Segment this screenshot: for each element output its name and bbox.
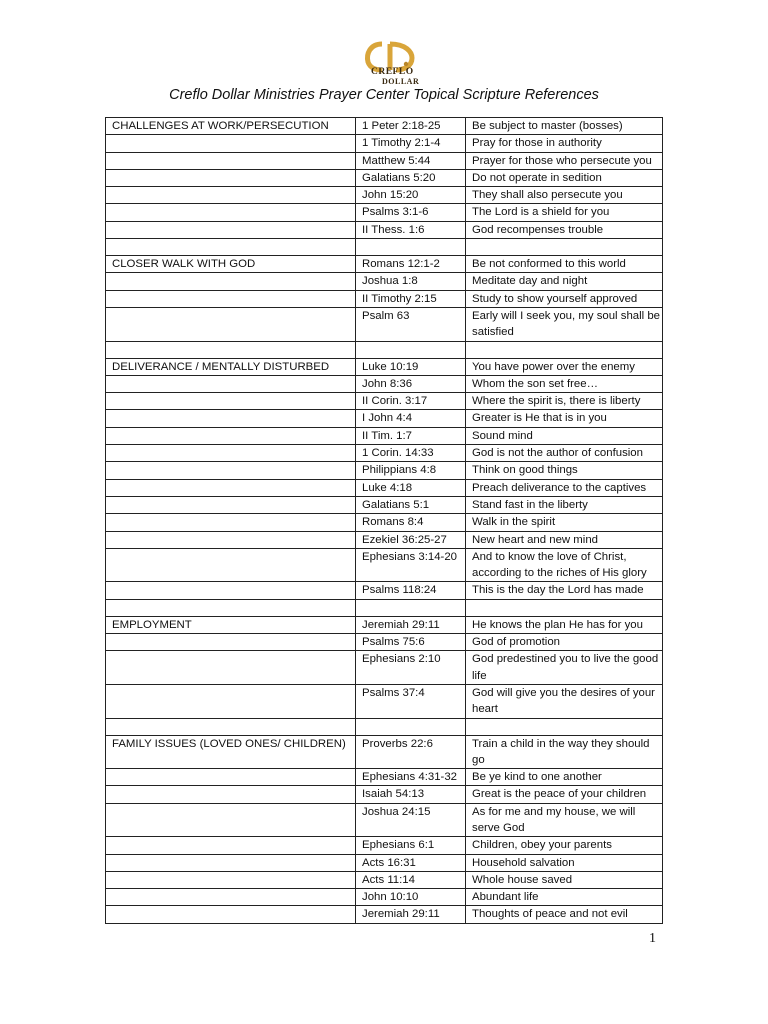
- empty-cell: [466, 341, 663, 358]
- topic-cell: FAMILY ISSUES (LOVED ONES/ CHILDREN): [106, 735, 356, 769]
- description-cell: They shall also persecute you: [466, 187, 663, 204]
- description-cell: God recompenses trouble: [466, 221, 663, 238]
- description-cell: Preach deliverance to the captives: [466, 479, 663, 496]
- scripture-table-body: [106, 118, 663, 924]
- reference-cell: II Thess. 1:6: [356, 221, 466, 238]
- description-cell: This is the day the Lord has made: [466, 582, 663, 599]
- topic-cell: [106, 514, 356, 531]
- page-title: Creflo Dollar Ministries Prayer Center Topical Scripture References: [169, 87, 599, 103]
- reference-cell: Psalms 37:4: [356, 684, 466, 718]
- description-cell: Do not operate in sedition: [466, 169, 663, 186]
- description-cell: Prayer for those who persecute you: [466, 152, 663, 169]
- empty-cell: [356, 341, 466, 358]
- topic-cell: [106, 786, 356, 803]
- table-row: [106, 634, 663, 651]
- table-row: [106, 889, 663, 906]
- description-cell: Think on good things: [466, 462, 663, 479]
- table-row: [106, 684, 663, 718]
- description-cell: You have power over the enemy: [466, 358, 663, 375]
- reference-cell: Galatians 5:20: [356, 169, 466, 186]
- topic-cell: [106, 445, 356, 462]
- table-row: [106, 582, 663, 599]
- table-row: [106, 358, 663, 375]
- topic-cell: [106, 204, 356, 221]
- topic-cell: [106, 479, 356, 496]
- reference-cell: Isaiah 54:13: [356, 786, 466, 803]
- reference-cell: Jeremiah 29:11: [356, 616, 466, 633]
- table-row: [106, 445, 663, 462]
- reference-cell: II Tim. 1:7: [356, 427, 466, 444]
- reference-cell: Ephesians 2:10: [356, 651, 466, 685]
- table-row: [106, 307, 663, 341]
- table-row: [106, 769, 663, 786]
- reference-cell: Philippians 4:8: [356, 462, 466, 479]
- reference-cell: Ezekiel 36:25-27: [356, 531, 466, 548]
- reference-cell: Ephesians 4:31-32: [356, 769, 466, 786]
- description-cell: Abundant life: [466, 889, 663, 906]
- reference-cell: Romans 8:4: [356, 514, 466, 531]
- topic-cell: [106, 375, 356, 392]
- reference-cell: Psalms 118:24: [356, 582, 466, 599]
- table-row: [106, 221, 663, 238]
- table-row: [106, 256, 663, 273]
- topic-cell: [106, 548, 356, 582]
- table-row: [106, 651, 663, 685]
- description-cell: And to know the love of Christ, according to the riches of His glory: [466, 548, 663, 582]
- reference-cell: Acts 11:14: [356, 871, 466, 888]
- empty-cell: [356, 239, 466, 256]
- page-number: 1: [649, 931, 656, 946]
- topic-cell: [106, 169, 356, 186]
- topic-cell: [106, 187, 356, 204]
- reference-cell: Romans 12:1-2: [356, 256, 466, 273]
- empty-cell: [356, 718, 466, 735]
- reference-cell: Joshua 1:8: [356, 273, 466, 290]
- reference-cell: Ephesians 6:1: [356, 837, 466, 854]
- description-cell: God of promotion: [466, 634, 663, 651]
- topic-cell: CHALLENGES AT WORK/PERSECUTION: [106, 118, 356, 135]
- empty-cell: [106, 599, 356, 616]
- table-row: [106, 479, 663, 496]
- reference-cell: I John 4:4: [356, 410, 466, 427]
- logo-text-line2: DOLLAR: [382, 77, 420, 86]
- topic-cell: [106, 462, 356, 479]
- reference-cell: John 10:10: [356, 889, 466, 906]
- description-cell: Walk in the spirit: [466, 514, 663, 531]
- table-row: [106, 375, 663, 392]
- description-cell: Whom the son set free…: [466, 375, 663, 392]
- reference-cell: Acts 16:31: [356, 854, 466, 871]
- description-cell: Be ye kind to one another: [466, 769, 663, 786]
- spacer-row: [106, 718, 663, 735]
- table-row: [106, 906, 663, 923]
- description-cell: Be subject to master (bosses): [466, 118, 663, 135]
- table-row: [106, 616, 663, 633]
- reference-cell: 1 Timothy 2:1-4: [356, 135, 466, 152]
- topic-cell: [106, 221, 356, 238]
- topic-cell: [106, 889, 356, 906]
- reference-cell: Joshua 24:15: [356, 803, 466, 837]
- reference-cell: Ephesians 3:14-20: [356, 548, 466, 582]
- reference-cell: II Corin. 3:17: [356, 393, 466, 410]
- description-cell: God predestined you to live the good life: [466, 651, 663, 685]
- table-row: [106, 837, 663, 854]
- table-row: [106, 169, 663, 186]
- topic-cell: [106, 410, 356, 427]
- description-cell: The Lord is a shield for you: [466, 204, 663, 221]
- topic-cell: [106, 496, 356, 513]
- table-row: [106, 803, 663, 837]
- topic-cell: [106, 906, 356, 923]
- topic-cell: [106, 427, 356, 444]
- table-row: [106, 786, 663, 803]
- table-row: [106, 462, 663, 479]
- reference-cell: Proverbs 22:6: [356, 735, 466, 769]
- reference-cell: Jeremiah 29:11: [356, 906, 466, 923]
- reference-cell: Psalms 3:1-6: [356, 204, 466, 221]
- description-cell: Great is the peace of your children: [466, 786, 663, 803]
- description-cell: Meditate day and night: [466, 273, 663, 290]
- reference-cell: John 8:36: [356, 375, 466, 392]
- topic-cell: [106, 290, 356, 307]
- empty-cell: [106, 239, 356, 256]
- table-row: [106, 204, 663, 221]
- reference-cell: II Timothy 2:15: [356, 290, 466, 307]
- empty-cell: [466, 599, 663, 616]
- table-row: [106, 135, 663, 152]
- description-cell: Stand fast in the liberty: [466, 496, 663, 513]
- table-row: [106, 290, 663, 307]
- reference-cell: Psalms 75:6: [356, 634, 466, 651]
- table-row: [106, 531, 663, 548]
- table-row: [106, 427, 663, 444]
- description-cell: God is not the author of confusion: [466, 445, 663, 462]
- empty-cell: [106, 718, 356, 735]
- table-row: [106, 548, 663, 582]
- description-cell: Where the spirit is, there is liberty: [466, 393, 663, 410]
- table-row: [106, 393, 663, 410]
- description-cell: Train a child in the way they should go: [466, 735, 663, 769]
- topic-cell: [106, 152, 356, 169]
- spacer-row: [106, 599, 663, 616]
- spacer-row: [106, 239, 663, 256]
- topic-cell: [106, 871, 356, 888]
- topic-cell: [106, 837, 356, 854]
- empty-cell: [466, 718, 663, 735]
- reference-cell: John 15:20: [356, 187, 466, 204]
- topic-cell: [106, 393, 356, 410]
- description-cell: As for me and my house, we will serve God: [466, 803, 663, 837]
- ministry-logo: [360, 40, 422, 90]
- table-row: [106, 410, 663, 427]
- empty-cell: [466, 239, 663, 256]
- description-cell: Children, obey your parents: [466, 837, 663, 854]
- topic-cell: DELIVERANCE / MENTALLY DISTURBED: [106, 358, 356, 375]
- description-cell: Sound mind: [466, 427, 663, 444]
- table-row: [106, 735, 663, 769]
- table-row: [106, 273, 663, 290]
- topic-cell: [106, 684, 356, 718]
- topic-cell: [106, 803, 356, 837]
- topic-cell: [106, 634, 356, 651]
- reference-cell: Luke 4:18: [356, 479, 466, 496]
- topic-cell: [106, 651, 356, 685]
- table-row: [106, 871, 663, 888]
- description-cell: Thoughts of peace and not evil: [466, 906, 663, 923]
- topic-cell: [106, 273, 356, 290]
- topic-cell: EMPLOYMENT: [106, 616, 356, 633]
- description-cell: Be not conformed to this world: [466, 256, 663, 273]
- topic-cell: [106, 307, 356, 341]
- topic-cell: [106, 854, 356, 871]
- table-row: [106, 118, 663, 135]
- description-cell: Study to show yourself approved: [466, 290, 663, 307]
- reference-cell: Galatians 5:1: [356, 496, 466, 513]
- reference-cell: 1 Corin. 14:33: [356, 445, 466, 462]
- logo-text-line1: CREFLO: [371, 67, 414, 77]
- description-cell: Pray for those in authority: [466, 135, 663, 152]
- description-cell: Household salvation: [466, 854, 663, 871]
- table-row: [106, 496, 663, 513]
- reference-cell: Matthew 5:44: [356, 152, 466, 169]
- table-row: [106, 152, 663, 169]
- description-cell: Greater is He that is in you: [466, 410, 663, 427]
- spacer-row: [106, 341, 663, 358]
- topic-cell: [106, 531, 356, 548]
- description-cell: New heart and new mind: [466, 531, 663, 548]
- reference-cell: 1 Peter 2:18-25: [356, 118, 466, 135]
- reference-cell: Luke 10:19: [356, 358, 466, 375]
- table-row: [106, 854, 663, 871]
- topic-cell: [106, 582, 356, 599]
- empty-cell: [356, 599, 466, 616]
- reference-cell: Psalm 63: [356, 307, 466, 341]
- topic-cell: CLOSER WALK WITH GOD: [106, 256, 356, 273]
- empty-cell: [106, 341, 356, 358]
- description-cell: Early will I seek you, my soul shall be satisfied: [466, 307, 663, 341]
- table-row: [106, 187, 663, 204]
- table-row: [106, 514, 663, 531]
- description-cell: Whole house saved: [466, 871, 663, 888]
- description-cell: God will give you the desires of your heart: [466, 684, 663, 718]
- topic-cell: [106, 135, 356, 152]
- description-cell: He knows the plan He has for you: [466, 616, 663, 633]
- topic-cell: [106, 769, 356, 786]
- scripture-table: [105, 117, 663, 924]
